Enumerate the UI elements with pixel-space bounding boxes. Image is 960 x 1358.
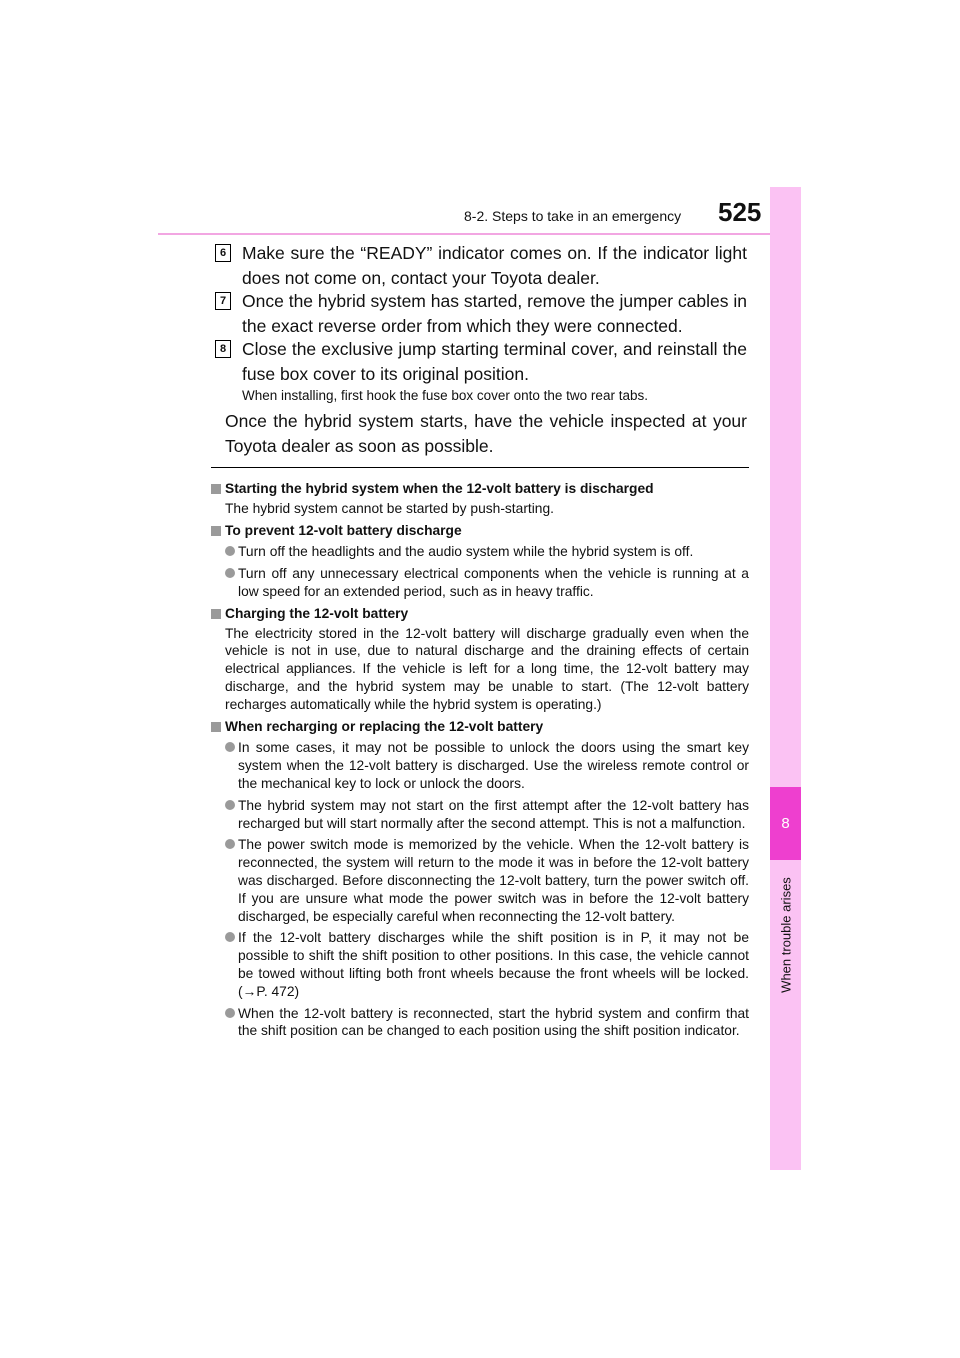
summary-paragraph: Once the hybrid system starts, have the vehicle inspected at your Toyota dealer as soon as possible. bbox=[225, 411, 747, 456]
square-bullet-icon bbox=[211, 609, 221, 619]
notes-section bbox=[211, 476, 749, 1040]
bullet-item: When the 12-volt battery is reconnected, start the hybrid system and confirm that the shift position can be changed to each position using the shift position indicator. bbox=[225, 1005, 749, 1041]
bullet-item: In some cases, it may not be possible to unlock the doors using the smart key system when the 12-volt battery is discharged. Use the wireless remote control or the mechanical key to lock or unlock the doors. bbox=[225, 739, 749, 792]
circle-bullet-icon bbox=[225, 800, 235, 810]
step-text: Make sure the “READY” indicator comes on. If the indicator light does not come on, contact your Toyota dealer. bbox=[242, 243, 747, 288]
bullet-item: If the 12-volt battery discharges while the shift position is in P, it may not be possible to shift the shift position to other positions. In this case, the vehicle cannot be towed without lifting both front wheels because the front wheels will be locked. (→P. 472) bbox=[225, 929, 749, 1000]
chapter-number-tab: 8 bbox=[770, 787, 801, 860]
bullet-item: The power switch mode is memorized by the vehicle. When the 12-volt battery is reconnected, the system will return to the mode it was in before the 12-volt battery was discharged. Before disconnecting the 12-volt battery, turn the power switch off. If you are unsure what mode the power switch was in before the 12-volt battery discharged, be especially careful when reconnecting the 12-volt battery. bbox=[225, 836, 749, 925]
square-bullet-icon bbox=[211, 526, 221, 536]
bullet-item: Turn off the headlights and the audio system while the hybrid system is off. bbox=[225, 543, 749, 561]
circle-bullet-icon bbox=[225, 932, 235, 942]
step-text: Close the exclusive jump starting terminal cover, and reinstall the fuse box cover to its original position. bbox=[242, 339, 747, 384]
chapter-side-tab bbox=[770, 187, 801, 1170]
step-8 bbox=[215, 337, 747, 387]
section-title: 8-2. Steps to take in an emergency bbox=[464, 208, 682, 224]
note-title: When recharging or replacing the 12-volt battery bbox=[211, 718, 749, 736]
step-number: 8 bbox=[215, 340, 231, 358]
page-number: 525 bbox=[718, 197, 762, 227]
step-number: 6 bbox=[215, 244, 231, 262]
circle-bullet-icon bbox=[225, 546, 235, 556]
section-divider bbox=[211, 467, 749, 468]
step-7 bbox=[215, 289, 747, 339]
step-number: 7 bbox=[215, 292, 231, 310]
step-6 bbox=[215, 241, 747, 291]
circle-bullet-icon bbox=[225, 1008, 235, 1018]
note-body: The hybrid system cannot be started by push-starting. bbox=[225, 500, 554, 516]
chapter-title-tab: When trouble arises bbox=[778, 877, 794, 993]
note-body: The electricity stored in the 12-volt battery will discharge gradually even when the vehicle is not in use, due to natural discharge and the draining effects of certain electrical appliances. If the vehicle is left for a long time, the 12-volt battery may discharge, and the hybrid system may be unable to start. (The 12-volt battery recharges automatically while the hybrid system is operating.) bbox=[225, 625, 749, 712]
step-8-note: When installing, first hook the fuse box cover onto the two rear tabs. bbox=[242, 388, 648, 403]
bullet-item: The hybrid system may not start on the first attempt after the 12-volt battery has recharged but will start normally after the second attempt. This is not a malfunction. bbox=[225, 797, 749, 833]
square-bullet-icon bbox=[211, 484, 221, 494]
note-title: Charging the 12-volt battery bbox=[211, 605, 749, 623]
note-title: To prevent 12-volt battery discharge bbox=[211, 522, 749, 540]
step-text: Once the hybrid system has started, remove the jumper cables in the exact reverse order from which they were connected. bbox=[242, 291, 747, 336]
circle-bullet-icon bbox=[225, 742, 235, 752]
square-bullet-icon bbox=[211, 722, 221, 732]
circle-bullet-icon bbox=[225, 568, 235, 578]
header-divider bbox=[158, 233, 800, 235]
bullet-item: Turn off any unnecessary electrical components when the vehicle is running at a low speed for an extended period, such as in heavy traffic. bbox=[225, 565, 749, 601]
circle-bullet-icon bbox=[225, 839, 235, 849]
note-title: Starting the hybrid system when the 12-volt battery is discharged bbox=[211, 480, 749, 498]
